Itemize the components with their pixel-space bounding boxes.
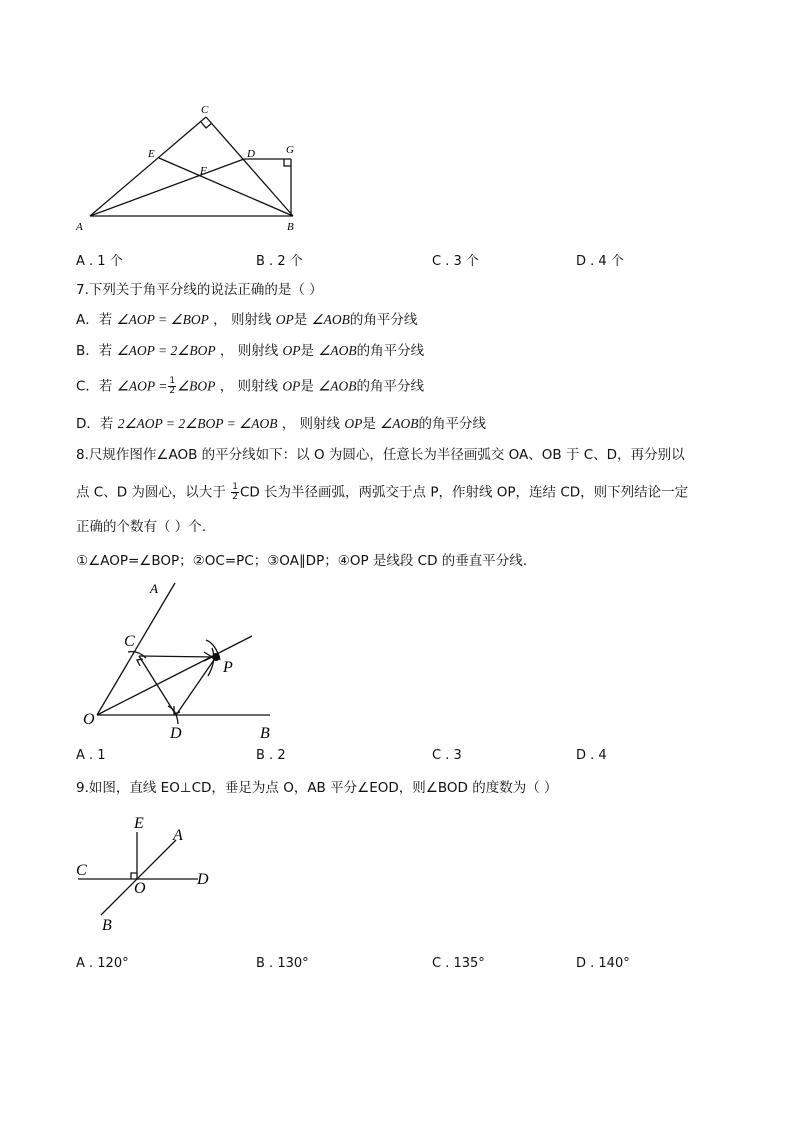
segment-dp: [176, 657, 216, 715]
label-p: P: [223, 659, 233, 676]
segment-ad: [90, 159, 244, 216]
q6-option-c[interactable]: C . 3 个: [432, 254, 479, 269]
label-f: F: [200, 165, 207, 177]
fraction-one-half: $\frac{1}{2}$: [232, 482, 238, 502]
q9-stem: 9.如图，直线 EO⊥CD，垂足为点 O，AB 平分∠EOD，则∠BOD 的度数为（ ）: [76, 780, 558, 796]
q7-stem: 7.下列关于角平分线的说法正确的是（ ）: [76, 282, 323, 298]
label-d: D: [170, 725, 182, 742]
figure-angle-bisector: [80, 578, 280, 746]
q9-option-a[interactable]: A . 120°: [76, 956, 129, 971]
label-e: E: [134, 815, 144, 832]
label-a: A: [173, 827, 183, 844]
q8-option-b[interactable]: B . 2: [256, 748, 286, 763]
q8-line-2: 点 C、D 为圆心，以大于 $\frac{1}{2}$ CD 长为半径画弧，两弧交于点 P，作射线 OP，连结 CD，则下列结论一定: [76, 482, 689, 502]
segment-cp: [139, 656, 216, 657]
q8-option-c[interactable]: C . 3: [432, 748, 462, 763]
label-c: C: [201, 104, 209, 116]
right-angle-mark-g: [284, 159, 291, 166]
segment-cb: [206, 117, 293, 216]
label-b: B: [260, 725, 270, 742]
q6-option-b[interactable]: B . 2 个: [256, 254, 303, 269]
q7-option-d[interactable]: D．若 2∠AOP = 2∠BOP = ∠AOB ， 则射线 OP是 ∠AOB的角平分线: [76, 416, 487, 432]
label-g: G: [286, 144, 294, 156]
q8-line-1: 8.尺规作图作∠AOB 的平分线如下：以 O 为圆心，任意长为半径画弧交 OA、OB 于 C、D，再分别以: [76, 447, 685, 463]
label-o: O: [83, 711, 95, 728]
segment-eb: [159, 158, 293, 216]
q7-option-b[interactable]: B．若 ∠AOP = 2∠BOP ， 则射线 OP是 ∠AOB的角平分线: [76, 343, 425, 359]
label-e: E: [148, 148, 155, 160]
figure-triangle: [70, 95, 320, 240]
fraction-one-half: $\frac{1}{2}$: [169, 376, 176, 396]
label-a: A: [76, 221, 83, 233]
q7-option-a[interactable]: A．若 ∠AOP = ∠BOP ， 则射线 OP是 ∠AOB的角平分线: [76, 312, 418, 328]
line-ab: [101, 840, 176, 915]
q9-option-c[interactable]: C . 135°: [432, 956, 485, 971]
label-c: C: [76, 862, 87, 879]
q6-option-d[interactable]: D . 4 个: [576, 254, 624, 269]
q8-option-d[interactable]: D . 4: [576, 748, 607, 763]
segment-ac: [90, 117, 206, 216]
q9-option-b[interactable]: B . 130°: [256, 956, 309, 971]
label-c: C: [124, 633, 135, 650]
q6-option-a[interactable]: A . 1 个: [76, 254, 123, 269]
arc-at-p-lower: [208, 648, 214, 676]
label-d: D: [197, 871, 209, 888]
label-d: D: [247, 148, 255, 160]
label-b: B: [102, 917, 112, 934]
q8-line-3: 正确的个数有（ ）个.: [76, 519, 207, 535]
segment-cd: [139, 656, 176, 715]
figure-perpendicular-lines: [70, 808, 230, 938]
q8-option-a[interactable]: A . 1: [76, 748, 106, 763]
label-b: B: [287, 221, 294, 233]
point-p: [212, 653, 220, 661]
q9-option-d[interactable]: D . 140°: [576, 956, 630, 971]
label-a: A: [150, 581, 158, 596]
q7-option-c[interactable]: C．若 ∠AOP = $\frac{1}{2}$ ∠BOP ， 则射线 OP是 ∠AOB的角平分线: [76, 376, 424, 396]
label-o: O: [134, 880, 146, 897]
right-angle-mark-o: [131, 873, 137, 879]
q8-line-4: ①∠AOP=∠BOP；②OC=PC；③OA∥DP；④OP 是线段 CD 的垂直平分线.: [76, 553, 528, 569]
